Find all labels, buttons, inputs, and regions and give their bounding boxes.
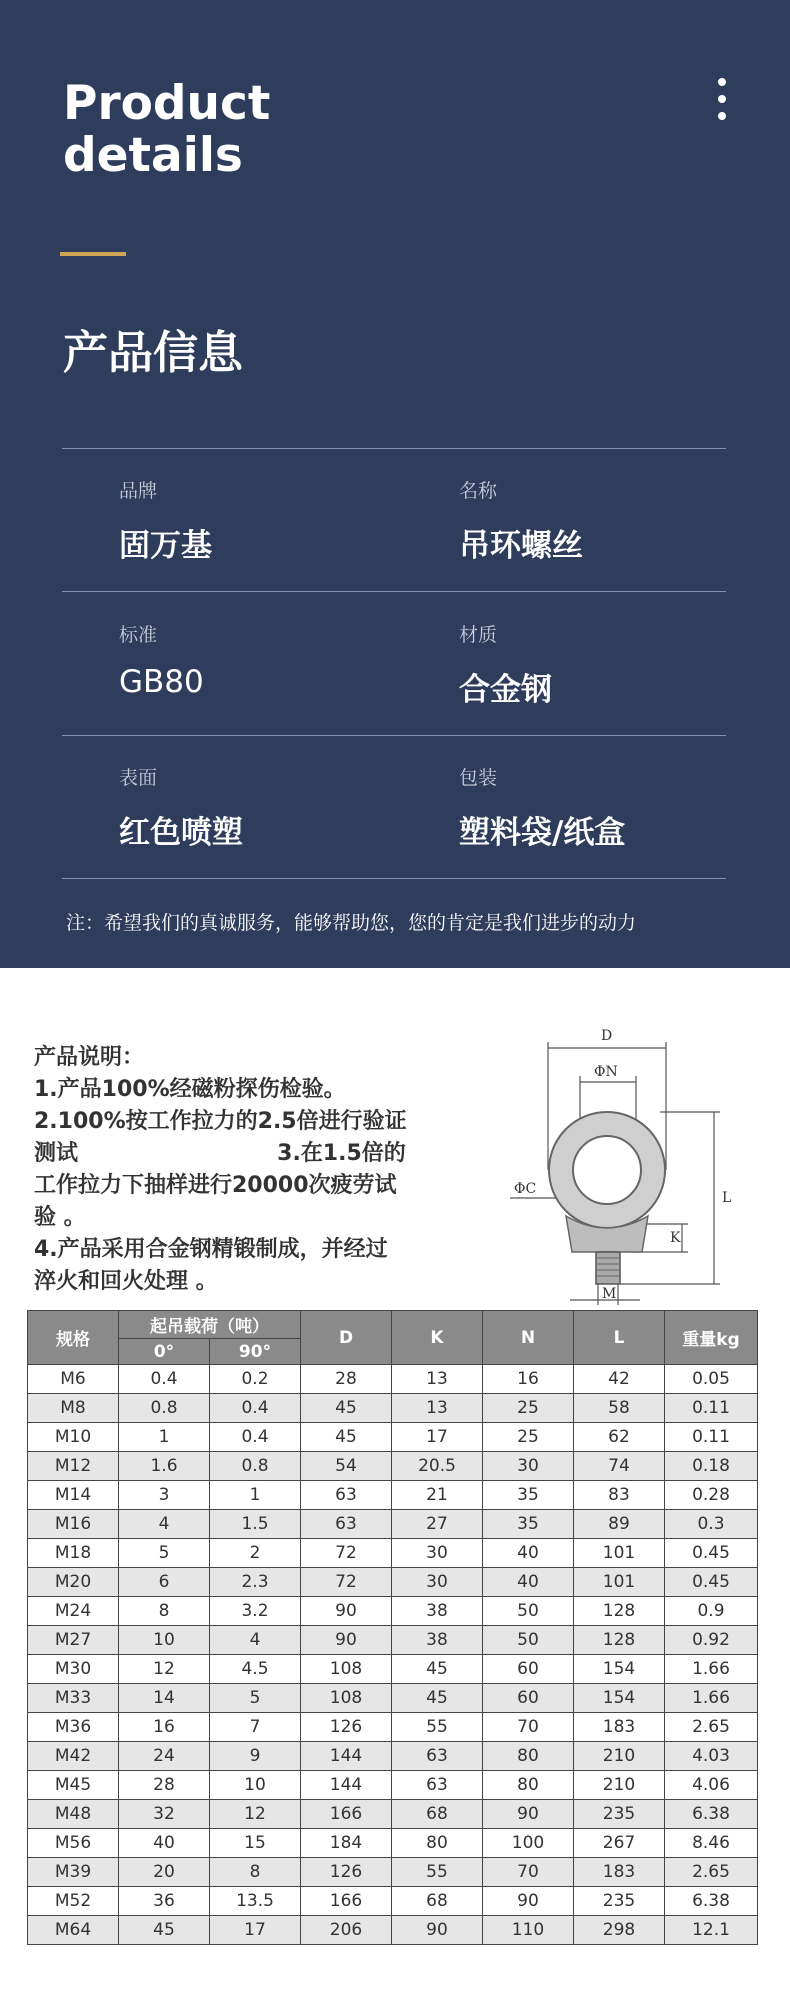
- table-cell: 0.4: [119, 1365, 210, 1394]
- description-line: 工作拉力下抽样进行20000次疲劳试: [34, 1173, 397, 1198]
- table-cell: 0.45: [665, 1568, 758, 1597]
- table-cell: 50: [483, 1597, 574, 1626]
- table-cell: 210: [574, 1742, 665, 1771]
- description-line: 淬火和回火处理 。: [34, 1269, 218, 1294]
- header-weight: 重量kg: [665, 1311, 758, 1365]
- table-row: [28, 1626, 758, 1655]
- table-cell: 63: [301, 1510, 392, 1539]
- table-cell: 4.03: [665, 1742, 758, 1771]
- header-load: 起吊载荷（吨）: [119, 1311, 301, 1339]
- table-row: [28, 1742, 758, 1771]
- table-cell: 30: [392, 1539, 483, 1568]
- table-cell: 38: [392, 1626, 483, 1655]
- table-row: [28, 1365, 758, 1394]
- table-cell: 17: [210, 1916, 301, 1945]
- table-cell: 1.6: [119, 1452, 210, 1481]
- divider: [62, 878, 726, 879]
- table-cell: 60: [483, 1655, 574, 1684]
- table-cell: 45: [301, 1423, 392, 1452]
- material-value: 合金钢: [459, 672, 552, 708]
- product-details-header: [0, 0, 790, 968]
- table-cell: 6.38: [665, 1800, 758, 1829]
- table-cell: 27: [392, 1510, 483, 1539]
- table-cell: 83: [574, 1481, 665, 1510]
- table-row: [28, 1481, 758, 1510]
- table-cell: M45: [28, 1771, 119, 1800]
- table-cell: 6: [119, 1568, 210, 1597]
- table-cell: 4: [210, 1626, 301, 1655]
- table-cell: 50: [483, 1626, 574, 1655]
- table-cell: 24: [119, 1742, 210, 1771]
- header-deg0: 0°: [119, 1339, 210, 1365]
- table-cell: 20: [119, 1858, 210, 1887]
- spec-table: [27, 1310, 758, 1945]
- table-row: [28, 1539, 758, 1568]
- table-cell: 8.46: [665, 1829, 758, 1858]
- surface-label: 表面: [119, 767, 158, 789]
- table-cell: 14: [119, 1684, 210, 1713]
- eye-bolt-diagram: [470, 1020, 740, 1310]
- table-row: [28, 1423, 758, 1452]
- table-cell: 89: [574, 1510, 665, 1539]
- divider: [62, 591, 726, 592]
- page-title-line2: details: [63, 128, 243, 183]
- table-cell: 20.5: [392, 1452, 483, 1481]
- table-row: [28, 1800, 758, 1829]
- table-cell: 4.06: [665, 1771, 758, 1800]
- table-cell: 166: [301, 1800, 392, 1829]
- table-cell: 0.28: [665, 1481, 758, 1510]
- table-cell: 21: [392, 1481, 483, 1510]
- table-cell: 9: [210, 1742, 301, 1771]
- brand-value: 固万基: [119, 528, 212, 564]
- table-cell: 298: [574, 1916, 665, 1945]
- table-cell: M10: [28, 1423, 119, 1452]
- table-cell: M24: [28, 1597, 119, 1626]
- table-cell: M18: [28, 1539, 119, 1568]
- table-cell: 13.5: [210, 1887, 301, 1916]
- table-cell: 13: [392, 1365, 483, 1394]
- table-cell: 183: [574, 1858, 665, 1887]
- table-cell: 128: [574, 1597, 665, 1626]
- spec-table-body: [28, 1365, 758, 1945]
- table-cell: 68: [392, 1800, 483, 1829]
- table-cell: 0.2: [210, 1365, 301, 1394]
- table-cell: 38: [392, 1597, 483, 1626]
- table-cell: 184: [301, 1829, 392, 1858]
- table-cell: 144: [301, 1771, 392, 1800]
- table-cell: 0.4: [210, 1423, 301, 1452]
- dim-label-m: M: [602, 1286, 617, 1302]
- table-row: [28, 1655, 758, 1684]
- table-cell: 12: [210, 1800, 301, 1829]
- table-row: [28, 1829, 758, 1858]
- table-cell: 68: [392, 1887, 483, 1916]
- dim-label-c: ΦC: [514, 1181, 537, 1197]
- table-cell: 55: [392, 1713, 483, 1742]
- table-cell: 12: [119, 1655, 210, 1684]
- table-cell: 0.9: [665, 1597, 758, 1626]
- table-cell: 0.8: [119, 1394, 210, 1423]
- table-row: [28, 1916, 758, 1945]
- packing-value: 塑料袋/纸盒: [459, 815, 626, 851]
- table-cell: 70: [483, 1858, 574, 1887]
- table-row: [28, 1684, 758, 1713]
- header-l: L: [574, 1311, 665, 1365]
- table-cell: 0.11: [665, 1423, 758, 1452]
- table-cell: M14: [28, 1481, 119, 1510]
- header-deg90: 90°: [210, 1339, 301, 1365]
- table-cell: 108: [301, 1684, 392, 1713]
- table-cell: 1.5: [210, 1510, 301, 1539]
- table-cell: 40: [119, 1829, 210, 1858]
- table-cell: 210: [574, 1771, 665, 1800]
- table-cell: 101: [574, 1568, 665, 1597]
- table-cell: 101: [574, 1539, 665, 1568]
- table-cell: 12.1: [665, 1916, 758, 1945]
- product-description: [34, 1042, 454, 1298]
- table-cell: 70: [483, 1713, 574, 1742]
- table-cell: 45: [119, 1916, 210, 1945]
- table-row: [28, 1771, 758, 1800]
- table-cell: M33: [28, 1684, 119, 1713]
- table-cell: M27: [28, 1626, 119, 1655]
- table-cell: 2.65: [665, 1713, 758, 1742]
- table-cell: 15: [210, 1829, 301, 1858]
- table-cell: 90: [301, 1597, 392, 1626]
- dim-label-d: D: [601, 1028, 613, 1044]
- table-cell: 2.65: [665, 1858, 758, 1887]
- table-cell: 0.11: [665, 1394, 758, 1423]
- header-k: K: [392, 1311, 483, 1365]
- table-row: [28, 1887, 758, 1916]
- table-cell: 0.3: [665, 1510, 758, 1539]
- table-cell: 25: [483, 1423, 574, 1452]
- table-cell: 10: [119, 1626, 210, 1655]
- name-label: 名称: [459, 480, 498, 502]
- table-cell: 154: [574, 1655, 665, 1684]
- table-cell: 126: [301, 1858, 392, 1887]
- table-cell: M20: [28, 1568, 119, 1597]
- table-cell: 16: [119, 1713, 210, 1742]
- table-cell: 40: [483, 1568, 574, 1597]
- table-cell: 45: [301, 1394, 392, 1423]
- table-cell: M56: [28, 1829, 119, 1858]
- dim-label-k: K: [670, 1230, 681, 1246]
- table-cell: 90: [301, 1626, 392, 1655]
- table-cell: 0.45: [665, 1539, 758, 1568]
- table-cell: 80: [392, 1829, 483, 1858]
- table-cell: 40: [483, 1539, 574, 1568]
- description-line: 测试 3.在1.5倍的: [34, 1141, 406, 1166]
- table-cell: 0.18: [665, 1452, 758, 1481]
- table-row: [28, 1568, 758, 1597]
- table-cell: 90: [483, 1887, 574, 1916]
- table-cell: 100: [483, 1829, 574, 1858]
- brand-label: 品牌: [119, 480, 158, 502]
- table-cell: M36: [28, 1713, 119, 1742]
- table-cell: M39: [28, 1858, 119, 1887]
- table-cell: 110: [483, 1916, 574, 1945]
- table-cell: 36: [119, 1887, 210, 1916]
- description-line: 产品说明：: [34, 1045, 145, 1070]
- table-cell: M48: [28, 1800, 119, 1829]
- page-title-line1: Product: [63, 76, 271, 131]
- header-spec: 规格: [28, 1311, 119, 1365]
- table-cell: 1: [119, 1423, 210, 1452]
- dim-label-l: L: [722, 1190, 732, 1206]
- table-cell: 0.05: [665, 1365, 758, 1394]
- table-cell: M42: [28, 1742, 119, 1771]
- table-cell: 2.3: [210, 1568, 301, 1597]
- table-cell: 235: [574, 1800, 665, 1829]
- table-cell: 62: [574, 1423, 665, 1452]
- table-cell: 0.92: [665, 1626, 758, 1655]
- table-row: [28, 1394, 758, 1423]
- table-cell: 144: [301, 1742, 392, 1771]
- table-cell: 1.66: [665, 1655, 758, 1684]
- packing-label: 包装: [459, 767, 498, 789]
- table-cell: 1.66: [665, 1684, 758, 1713]
- table-cell: 72: [301, 1568, 392, 1597]
- table-cell: 28: [119, 1771, 210, 1800]
- table-cell: 13: [392, 1394, 483, 1423]
- divider: [62, 448, 726, 449]
- table-cell: 90: [483, 1800, 574, 1829]
- table-cell: 5: [119, 1539, 210, 1568]
- header-d: D: [301, 1311, 392, 1365]
- table-row: [28, 1452, 758, 1481]
- table-cell: 8: [210, 1858, 301, 1887]
- accent-divider: [60, 252, 126, 256]
- table-cell: 206: [301, 1916, 392, 1945]
- table-cell: 3.2: [210, 1597, 301, 1626]
- table-cell: 128: [574, 1626, 665, 1655]
- table-cell: 3: [119, 1481, 210, 1510]
- table-cell: M64: [28, 1916, 119, 1945]
- standard-value: GB80: [119, 664, 204, 700]
- table-cell: 42: [574, 1365, 665, 1394]
- table-cell: 72: [301, 1539, 392, 1568]
- table-cell: 35: [483, 1510, 574, 1539]
- table-cell: 108: [301, 1655, 392, 1684]
- description-line: 4.产品采用合金钢精锻制成，并经过: [34, 1237, 388, 1262]
- table-cell: 63: [301, 1481, 392, 1510]
- table-cell: 58: [574, 1394, 665, 1423]
- service-note: 注：希望我们的真诚服务，能够帮助您，您的肯定是我们进步的动力: [66, 912, 637, 934]
- table-row: [28, 1713, 758, 1742]
- more-vertical-icon[interactable]: [712, 78, 732, 126]
- table-cell: 28: [301, 1365, 392, 1394]
- table-cell: 63: [392, 1742, 483, 1771]
- table-cell: 32: [119, 1800, 210, 1829]
- standard-label: 标准: [119, 624, 158, 646]
- table-cell: 0.4: [210, 1394, 301, 1423]
- table-cell: 10: [210, 1771, 301, 1800]
- divider: [62, 735, 726, 736]
- table-cell: 267: [574, 1829, 665, 1858]
- dim-label-n: ΦN: [594, 1064, 618, 1080]
- table-row: [28, 1858, 758, 1887]
- table-cell: 80: [483, 1771, 574, 1800]
- table-cell: 4.5: [210, 1655, 301, 1684]
- table-cell: 126: [301, 1713, 392, 1742]
- table-cell: 166: [301, 1887, 392, 1916]
- description-line: 2.100%按工作拉力的2.5倍进行验证: [34, 1109, 407, 1134]
- table-cell: 54: [301, 1452, 392, 1481]
- table-cell: M52: [28, 1887, 119, 1916]
- table-cell: 17: [392, 1423, 483, 1452]
- table-cell: 30: [483, 1452, 574, 1481]
- table-cell: 25: [483, 1394, 574, 1423]
- table-cell: 80: [483, 1742, 574, 1771]
- description-line: 1.产品100%经磁粉探伤检验。: [34, 1077, 346, 1102]
- table-cell: 74: [574, 1452, 665, 1481]
- table-cell: M8: [28, 1394, 119, 1423]
- table-row: [28, 1510, 758, 1539]
- description-line: 验 。: [34, 1205, 86, 1230]
- table-cell: 4: [119, 1510, 210, 1539]
- table-cell: 35: [483, 1481, 574, 1510]
- table-cell: 7: [210, 1713, 301, 1742]
- table-row: [28, 1597, 758, 1626]
- table-cell: 60: [483, 1684, 574, 1713]
- section-title: 产品信息: [63, 326, 244, 379]
- table-cell: 1: [210, 1481, 301, 1510]
- table-cell: 16: [483, 1365, 574, 1394]
- table-cell: 8: [119, 1597, 210, 1626]
- header-n: N: [483, 1311, 574, 1365]
- table-cell: 45: [392, 1655, 483, 1684]
- table-cell: 183: [574, 1713, 665, 1742]
- table-cell: 0.8: [210, 1452, 301, 1481]
- table-cell: 2: [210, 1539, 301, 1568]
- table-cell: 90: [392, 1916, 483, 1945]
- name-value: 吊环螺丝: [459, 528, 583, 564]
- table-cell: 154: [574, 1684, 665, 1713]
- table-cell: 5: [210, 1684, 301, 1713]
- table-cell: M6: [28, 1365, 119, 1394]
- table-cell: 63: [392, 1771, 483, 1800]
- table-cell: 235: [574, 1887, 665, 1916]
- surface-value: 红色喷塑: [119, 815, 243, 851]
- table-cell: 6.38: [665, 1887, 758, 1916]
- material-label: 材质: [459, 624, 498, 646]
- table-cell: M16: [28, 1510, 119, 1539]
- page-title: [63, 78, 270, 182]
- table-cell: M12: [28, 1452, 119, 1481]
- table-cell: 30: [392, 1568, 483, 1597]
- table-cell: M30: [28, 1655, 119, 1684]
- table-cell: 45: [392, 1684, 483, 1713]
- table-cell: 55: [392, 1858, 483, 1887]
